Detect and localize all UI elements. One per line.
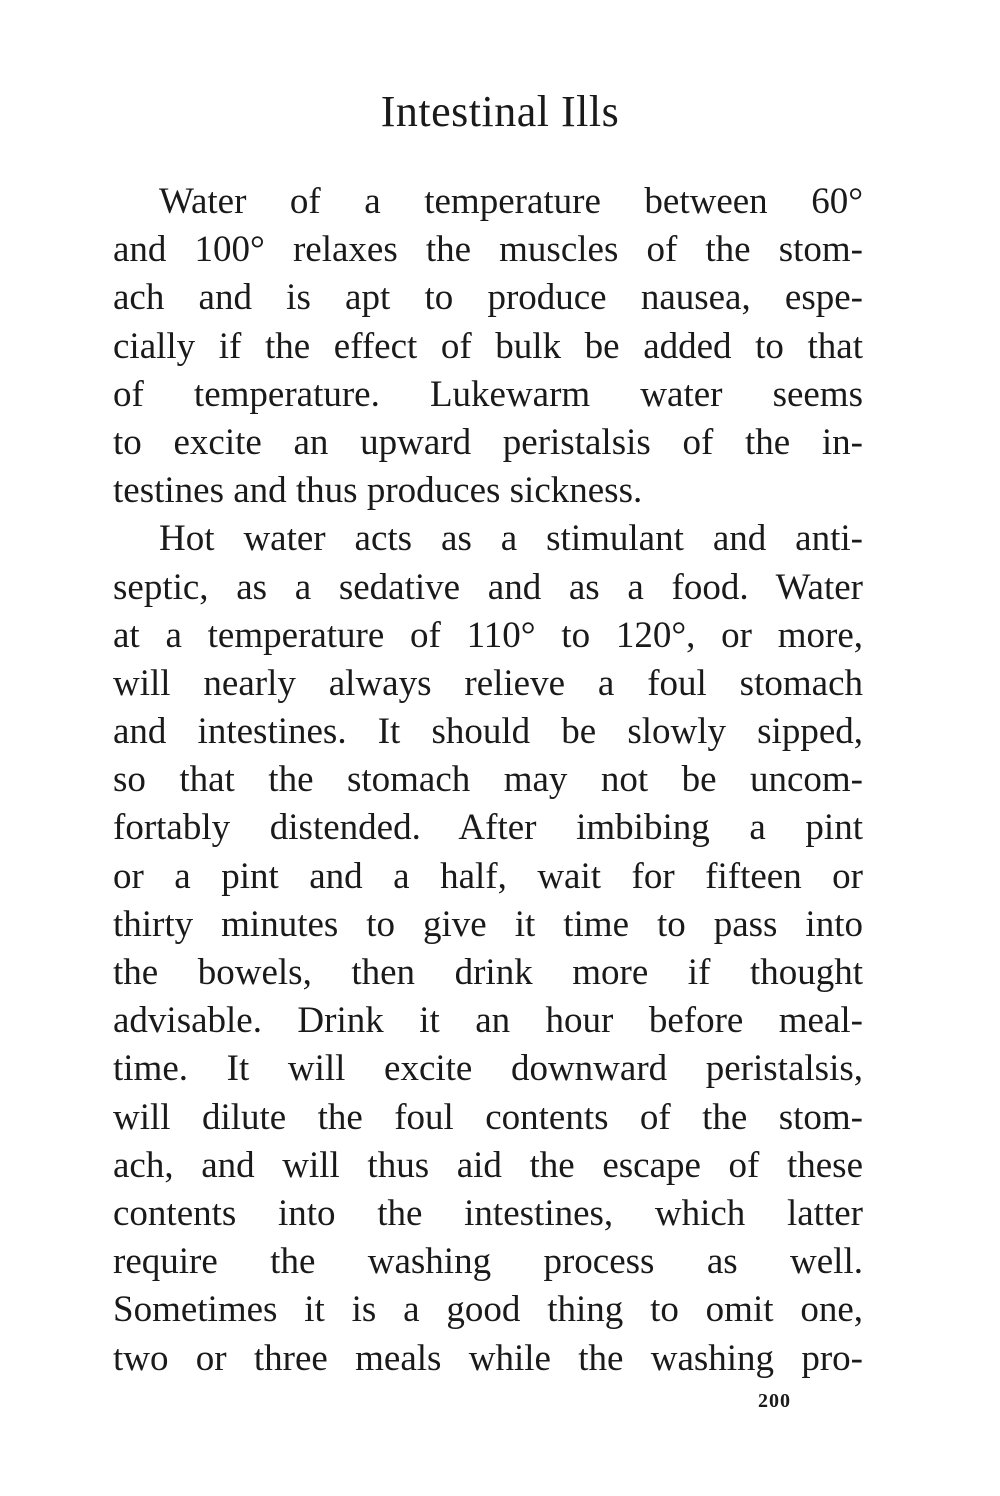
text-line: thirty minutes to give it time to pass into xyxy=(113,903,863,945)
text-line: will nearly always relieve a foul stomach xyxy=(113,662,863,704)
text-line: Water of a temperature between 60° xyxy=(159,181,863,222)
text-line: advisable. Drink it an hour before meal- xyxy=(113,1000,863,1042)
text-line: to excite an upward peristalsis of the in- xyxy=(113,421,863,463)
text-line: and 100° relaxes the muscles of the stom- xyxy=(113,229,863,271)
text-line: cially if the effect of bulk be added to that xyxy=(113,325,863,367)
body-text xyxy=(113,178,863,1383)
text-line: Hot water acts as a stimulant and anti- xyxy=(159,518,863,560)
text-line: so that the stomach may not be uncom- xyxy=(113,759,863,801)
page-number: 200 xyxy=(758,1390,791,1412)
text-line: time. It will excite downward peristalsis, xyxy=(113,1048,863,1090)
text-line: the bowels, then drink more if thought xyxy=(113,952,863,993)
text-line: fortably distended. After imbibing a pint xyxy=(113,807,863,849)
text-line: Sometimes it is a good thing to omit one, xyxy=(113,1289,863,1331)
running-head: Intestinal Ills xyxy=(380,87,620,136)
text-line: testines and thus produces sickness. xyxy=(113,470,643,512)
text-line: or a pint and a half, wait for fifteen or xyxy=(113,855,863,897)
text-line: require the washing process as well. xyxy=(113,1241,863,1283)
text-line: septic, as a sedative and as a food. Water xyxy=(113,566,863,608)
text-line: of temperature. Lukewarm water seems xyxy=(113,373,863,415)
text-line: will dilute the foul contents of the stom- xyxy=(113,1096,863,1138)
text-line: ach, and will thus aid the escape of these xyxy=(113,1144,863,1186)
text-line: ach and is apt to produce nausea, espe- xyxy=(113,277,863,319)
text-line: contents into the intestines, which latter xyxy=(113,1192,863,1234)
text-line: at a temperature of 110° to 120°, or more, xyxy=(113,614,863,656)
text-line: two or three meals while the washing pro- xyxy=(113,1337,863,1379)
text-line: and intestines. It should be slowly sipped, xyxy=(113,711,863,753)
